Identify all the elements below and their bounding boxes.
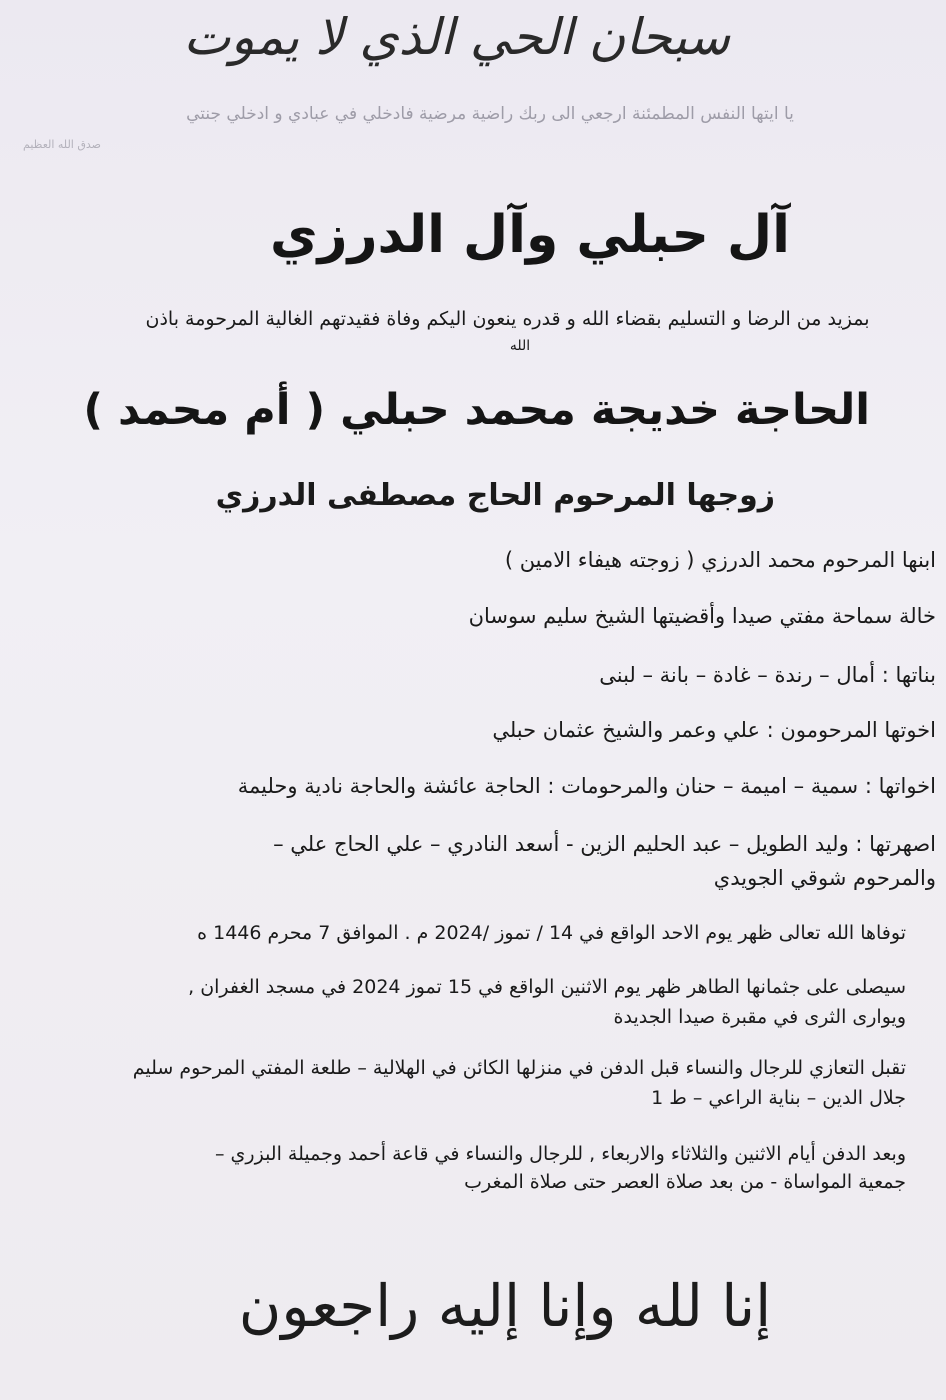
sisters-line: اخواتها : سمية – اميمة – حنان والمرحومات : الحاجة عائشة والحاجة نادية وحليمة xyxy=(237,774,936,798)
verse-source: صدق الله العظيم xyxy=(23,138,101,151)
after-burial-line-1: وبعد الدفن أيام الاثنين والثلاثاء والاربعاء , للرجال والنساء في قاعة أحمد وجميلة البزري – xyxy=(215,1143,906,1165)
condolences-line-1: تقبل التعازي للرجال والنساء قبل الدفن في منزلها الكائن في الهلالية – طلعة المفتي المرحوم سليم xyxy=(132,1057,906,1079)
intro-line-continuation: الله xyxy=(509,338,531,354)
footer-calligraphy: إنا لله وإنا إليه راجعون xyxy=(238,1272,772,1340)
prayer-line-2: ويوارى الثرى في مقبرة صيدا الجديدة xyxy=(613,1006,906,1028)
intro-line: بمزيد من الرضا و التسليم بقضاء الله و قدره ينعون اليكم وفاة فقيدتهم الغالية المرحومة باذن xyxy=(145,308,870,330)
deceased-name: الحاجة خديجة محمد حبلي ( أم محمد ) xyxy=(83,385,870,435)
son-line: ابنها المرحوم محمد الدرزي ( زوجته هيفاء الامين ) xyxy=(504,548,936,572)
in-laws-line-2: والمرحوم شوقي الجويدي xyxy=(713,866,936,890)
death-date-line: توفاها الله تعالى ظهر يوم الاحد الواقع في 14 / تموز /2024 م . الموافق 7 محرم 1446 ه xyxy=(197,922,906,944)
after-burial-line-2: جمعية المواساة - من بعد صلاة العصر حتى صلاة المغرب xyxy=(464,1171,906,1193)
quran-verse: يا ايتها النفس المطمئنة ارجعي الى ربك راضية مرضية فادخلي في عبادي و ادخلي جنتي xyxy=(186,104,794,124)
condolences-line-2: جلال الدين – بناية الراعي – ط 1 xyxy=(651,1087,906,1109)
husband-line: زوجها المرحوم الحاج مصطفى الدرزي xyxy=(215,478,775,513)
header-calligraphy: سبحان الحي الذي لا يموت xyxy=(183,8,730,66)
family-title: آل حبلي وآل الدرزي xyxy=(270,205,790,265)
daughters-line: بناتها : أمال – رندة – غادة – بانة – لبنى xyxy=(599,663,936,687)
prayer-line-1: سيصلى على جثمانها الطاهر ظهر يوم الاثنين الواقع في 15 تموز 2024 في مسجد الغفران , xyxy=(188,976,906,998)
brothers-line: اخوتها المرحومون : علي وعمر والشيخ عثمان حبلي xyxy=(492,718,936,742)
aunt-of-line: خالة سماحة مفتي صيدا وأقضيتها الشيخ سليم سوسان xyxy=(468,604,936,628)
in-laws-line-1: اصهرتها : وليد الطويل – عبد الحليم الزين - أسعد النادري – علي الحاج علي – xyxy=(273,832,936,856)
